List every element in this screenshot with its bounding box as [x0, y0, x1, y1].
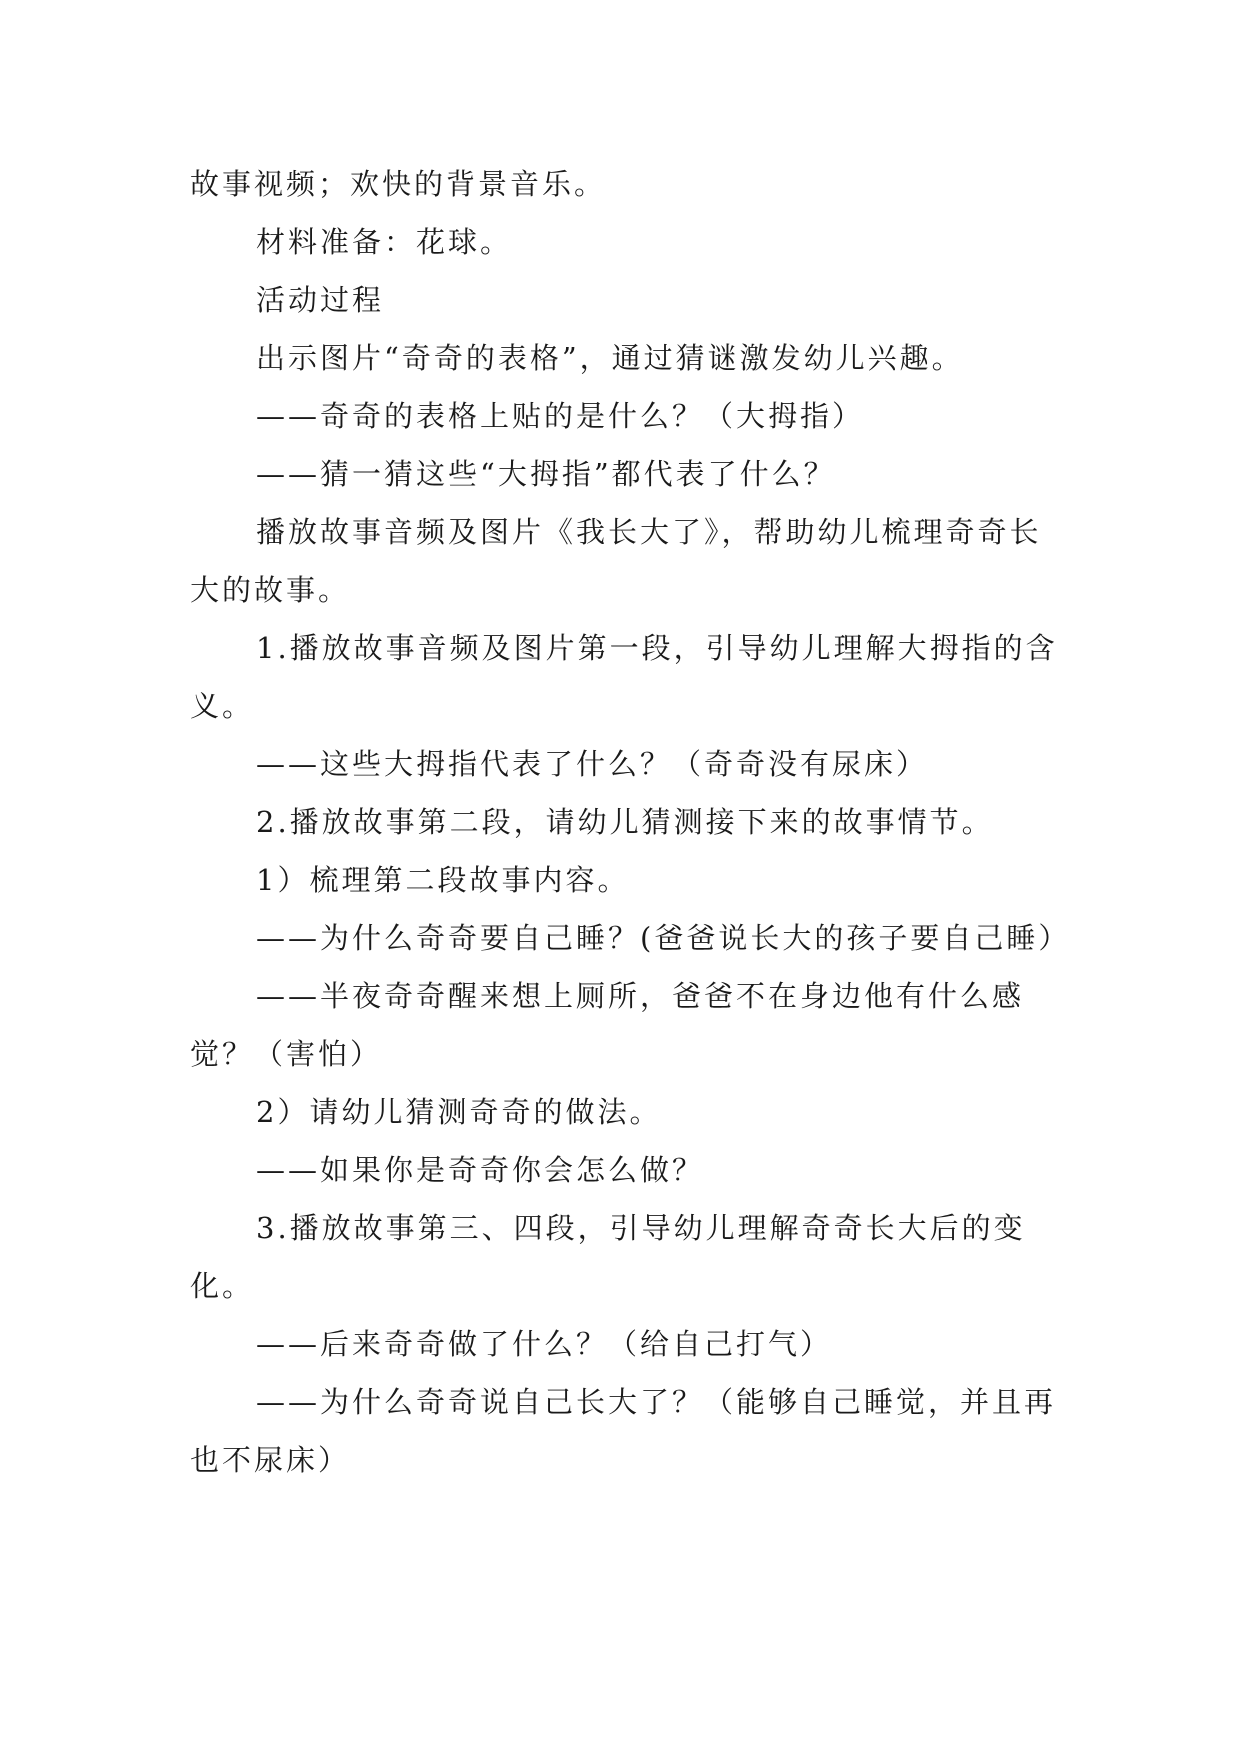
paragraph-1: 故事视频；欢快的背景音乐。 — [190, 167, 607, 201]
paragraph-13: ——半夜奇奇醒来想上厕所，爸爸不在身边他有什么感觉？（害怕） — [190, 979, 1025, 1071]
paragraph-9: ——这些大拇指代表了什么？（奇奇没有尿床） — [256, 747, 929, 781]
paragraph-5: ——奇奇的表格上贴的是什么？（大拇指） — [256, 399, 865, 433]
paragraph-10: 2.播放故事第二段，请幼儿猜测接下来的故事情节。 — [256, 805, 994, 839]
paragraph-2: 材料准备：花球。 — [256, 225, 513, 259]
paragraph-12: ——为什么奇奇要自己睡？(爸爸说长大的孩子要自己睡） — [256, 921, 1071, 955]
paragraph-15: ——如果你是奇奇你会怎么做？ — [256, 1153, 705, 1187]
paragraph-6: ——猜一猜这些“大拇指”都代表了什么？ — [256, 457, 836, 491]
paragraph-11: 1）梳理第二段故事内容。 — [256, 863, 630, 897]
paragraph-18: ——为什么奇奇说自己长大了？（能够自己睡觉，并且再也不尿床） — [190, 1385, 1057, 1477]
paragraph-16: 3.播放故事第三、四段，引导幼儿理解奇奇长大后的变化。 — [190, 1211, 1026, 1303]
paragraph-3: 活动过程 — [256, 283, 385, 317]
paragraph-8: 1.播放故事音频及图片第一段，引导幼儿理解大拇指的含义。 — [190, 631, 1058, 723]
paragraph-14: 2）请幼儿猜测奇奇的做法。 — [256, 1095, 662, 1129]
paragraph-4: 出示图片“奇奇的表格”，通过猜谜激发幼儿兴趣。 — [256, 341, 964, 375]
paragraph-7: 播放故事音频及图片《我长大了》，帮助幼儿梳理奇奇长大的故事。 — [190, 515, 1042, 607]
paragraph-17: ——后来奇奇做了什么？（给自己打气） — [256, 1327, 833, 1361]
document-body — [190, 155, 1071, 1489]
